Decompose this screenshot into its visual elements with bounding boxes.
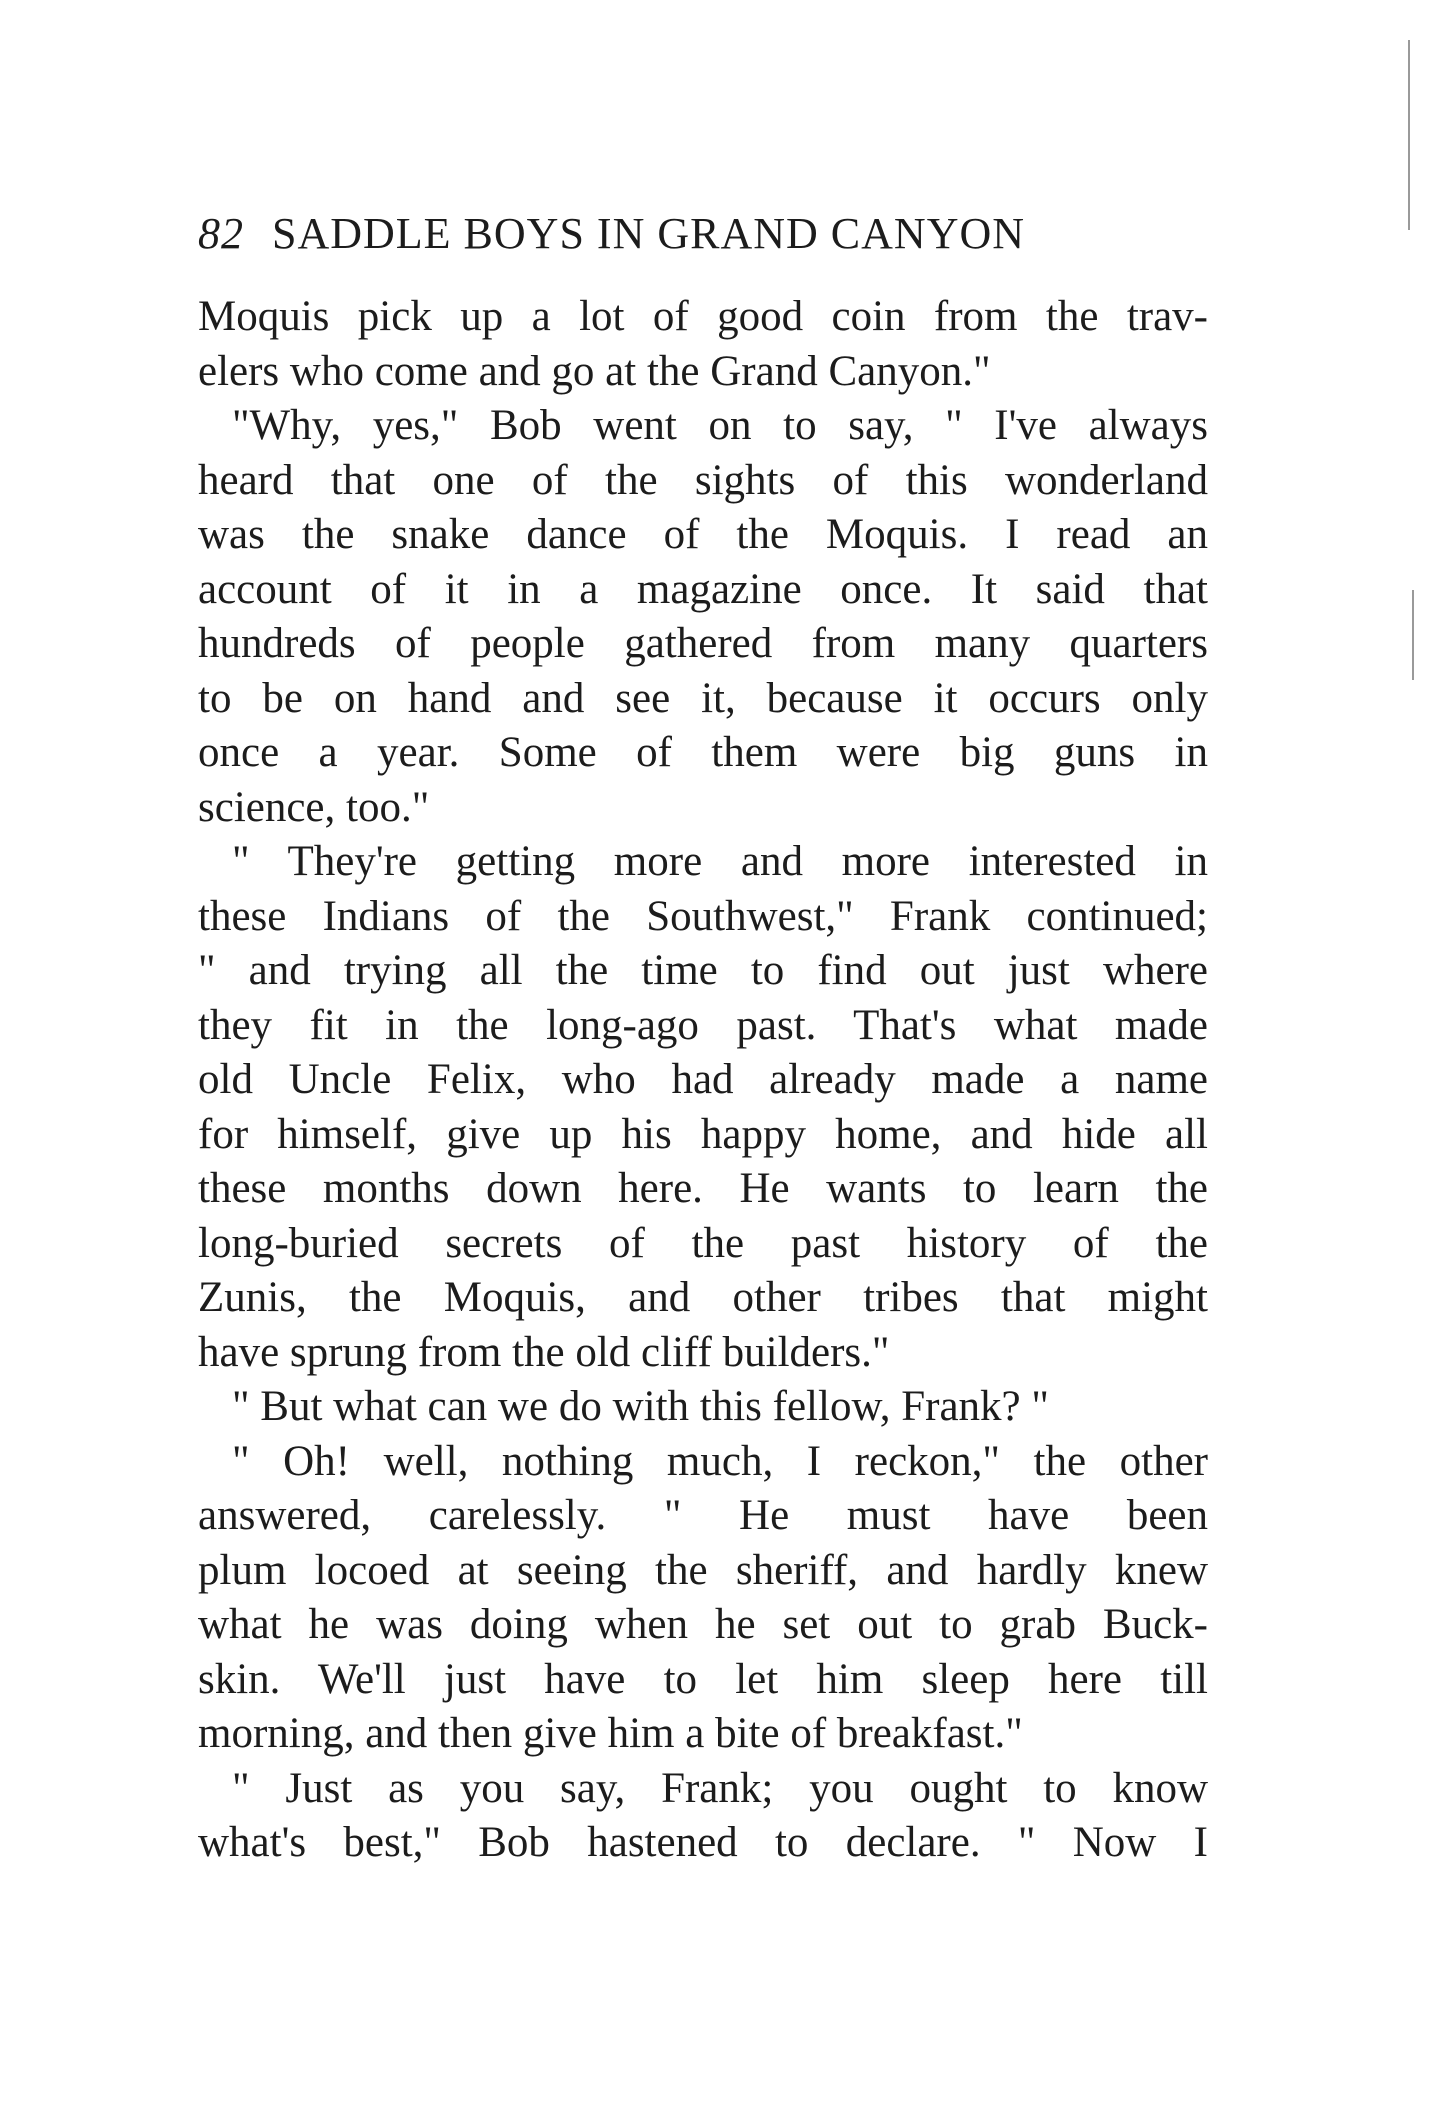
text-line: for himself, give up his happy home, and hide all (198, 1110, 1208, 1158)
text-line: morning, and then give him a bite of breakfast." (198, 1710, 1023, 1757)
text-line: "Why, yes," Bob went on to say, " I've always (232, 402, 1208, 449)
text-line: these Indians of the Southwest," Frank continued; (198, 892, 1208, 940)
text-line: Moquis pick up a lot of good coin from the trav- (198, 293, 1208, 340)
text-line: old Uncle Felix, who had already made a name (198, 1056, 1208, 1103)
text-line: once a year. Some of them were big guns in (198, 729, 1208, 776)
text-line: " Just as you say, Frank; you ought to know (232, 1764, 1208, 1812)
text-line: have sprung from the old cliff builders." (198, 1328, 890, 1376)
text-line: " and trying all the time to find out just where (198, 947, 1208, 994)
text-line: account of it in a magazine once. It said that (198, 565, 1208, 613)
text-line: answered, carelessly. " He must have been (198, 1492, 1208, 1539)
text-line: to be on hand and see it, because it occurs only (198, 674, 1208, 722)
text-line: plum locoed at seeing the sheriff, and hardly knew (198, 1546, 1208, 1594)
text-line: heard that one of the sights of this wonderland (198, 456, 1208, 504)
text-line: what's best," Bob hastened to declare. " Now I (198, 1819, 1208, 1866)
text-line: elers who come and go at the Grand Canyon." (198, 347, 991, 395)
text-line: " They're getting more and more interested in (232, 838, 1208, 885)
text-line: what he was doing when he set out to grab Buck- (198, 1601, 1208, 1648)
text-line: Zunis, the Moquis, and other tribes that might (198, 1274, 1208, 1321)
running-title: SADDLE BOYS IN GRAND CANYON (272, 209, 1026, 258)
scan-edge-mark (1408, 40, 1410, 230)
text-line: " Oh! well, nothing much, I reckon," the other (232, 1437, 1208, 1485)
text-line: was the snake dance of the Moquis. I read an (198, 511, 1208, 558)
page-number: 82 (198, 209, 244, 258)
text-line: long-buried secrets of the past history of the (198, 1219, 1208, 1267)
body-text (198, 290, 1208, 1871)
page-header (198, 208, 1198, 268)
text-line: these months down here. He wants to learn the (198, 1165, 1208, 1212)
text-line: they fit in the long-ago past. That's what made (198, 1001, 1208, 1049)
text-line: skin. We'll just have to let him sleep here till (198, 1655, 1208, 1703)
scan-edge-mark (1412, 590, 1414, 680)
text-line: hundreds of people gathered from many quarters (198, 620, 1208, 667)
text-line: science, too." (198, 783, 430, 831)
text-line: " But what can we do with this fellow, Frank? " (232, 1383, 1049, 1430)
